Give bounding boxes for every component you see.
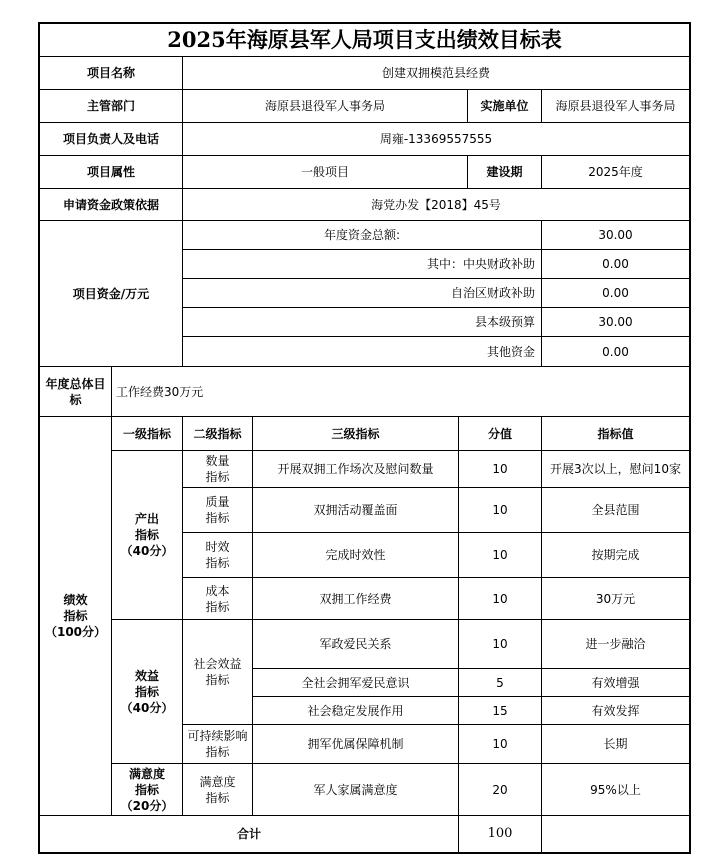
funds-county-value: 30.00 [598, 315, 633, 329]
level2-cost: 成本 指标 [205, 583, 230, 614]
funds-county-label: 县本级预算 [474, 315, 535, 329]
funds-region-label: 自治区财政补助 [450, 286, 535, 300]
level3-row: 双拥工作经费 [319, 591, 392, 606]
header-value: 指标值 [597, 426, 634, 441]
level3-row: 全社会拥军爱民意识 [301, 675, 410, 690]
value-cell: 长期 [603, 737, 628, 751]
score-cell: 5 [496, 675, 504, 690]
header-level1: 一级指标 [122, 426, 171, 441]
overall-target-value: 工作经费30万元 [116, 384, 204, 399]
level3-row: 军政爱民关系 [319, 637, 392, 651]
level3-row: 社会稳定发展作用 [307, 703, 404, 718]
level3-row: 双拥活动覆盖面 [313, 503, 398, 517]
department-label: 主管部门 [86, 99, 135, 113]
project-name-label: 项目名称 [86, 66, 135, 80]
contact-label: 项目负责人及电话 [62, 132, 159, 146]
score-cell: 20 [492, 782, 508, 797]
value-cell: 30万元 [595, 591, 636, 606]
level3-row: 拥军优属保障机制 [307, 737, 404, 751]
level2-sustainable-impact: 可持续影响 指标 [187, 729, 248, 759]
score-cell: 10 [492, 637, 508, 651]
level2-social-benefit: 社会效益 指标 [193, 657, 242, 687]
policy-label: 申请资金政策依据 [62, 197, 159, 212]
contact-value: 周雍-13369557555 [379, 132, 493, 146]
impl-unit-label: 实施单位 [480, 99, 529, 113]
attribute-value: 一般项目 [300, 165, 349, 179]
level2-quality: 质量 指标 [205, 495, 230, 525]
total-label: 合计 [236, 827, 261, 841]
score-cell: 10 [492, 503, 508, 517]
overall-target-label: 年度总体目 标 [45, 376, 106, 407]
satisfaction-indicator-label: 满意度 指标 （20分） [120, 766, 174, 813]
period-value: 2025年度 [588, 165, 643, 179]
period-label: 建设期 [486, 165, 523, 179]
header-score: 分值 [487, 426, 512, 441]
score-cell: 10 [492, 548, 508, 562]
funds-total-label: 年度资金总额: [323, 228, 401, 242]
level3-row: 开展双拥工作场次及慰问数量 [277, 462, 434, 476]
department-value: 海原县退役军人事务局 [264, 99, 385, 113]
score-cell: 10 [492, 462, 508, 476]
funds-other-label: 其他资金 [486, 344, 535, 359]
level2-timeliness: 时效 指标 [205, 540, 230, 570]
output-indicator-label: 产出 指标 （40分） [120, 512, 174, 558]
value-cell: 按期完成 [591, 548, 640, 562]
level3-row: 军人家属满意度 [313, 782, 398, 797]
attribute-label: 项目属性 [86, 165, 135, 179]
impl-unit-value: 海原县退役军人事务局 [555, 99, 676, 113]
value-cell: 有效增强 [591, 675, 640, 690]
value-cell: 开展3次以上，慰问10家 [550, 462, 681, 476]
funds-label: 项目资金/万元 [72, 286, 150, 301]
level3-row: 完成时效性 [325, 548, 386, 562]
value-cell: 全县范围 [591, 503, 640, 517]
perf-label: 绩效 指标 （100分） [44, 593, 107, 639]
project-name-value: 创建双拥模范县经费 [381, 66, 490, 80]
score-cell: 10 [492, 591, 508, 606]
value-cell: 有效发挥 [591, 703, 640, 718]
funds-central-label: 其中：中央财政补助 [426, 257, 535, 271]
funds-total-value: 30.00 [598, 228, 633, 242]
level2-satisfaction: 满意度 指标 [199, 774, 236, 805]
funds-central-value: 0.00 [602, 257, 629, 271]
policy-value: 海党办发【2018】45号 [371, 197, 501, 212]
value-cell: 进一步融洽 [585, 637, 646, 651]
header-level3: 三级指标 [331, 426, 380, 441]
funds-other-value: 0.00 [602, 344, 629, 359]
page-title: 2025年海原县军人局项目支出绩效目标表 [167, 27, 562, 52]
value-cell: 95%以上 [590, 782, 641, 797]
funds-region-value: 0.00 [602, 286, 629, 300]
score-cell: 10 [492, 737, 508, 751]
total-value: 100 [487, 826, 513, 841]
score-cell: 15 [492, 703, 508, 718]
header-level2: 二级指标 [193, 426, 242, 441]
level2-quantity: 数量 指标 [205, 454, 230, 484]
benefit-indicator-label: 效益 指标 （40分） [120, 668, 174, 715]
